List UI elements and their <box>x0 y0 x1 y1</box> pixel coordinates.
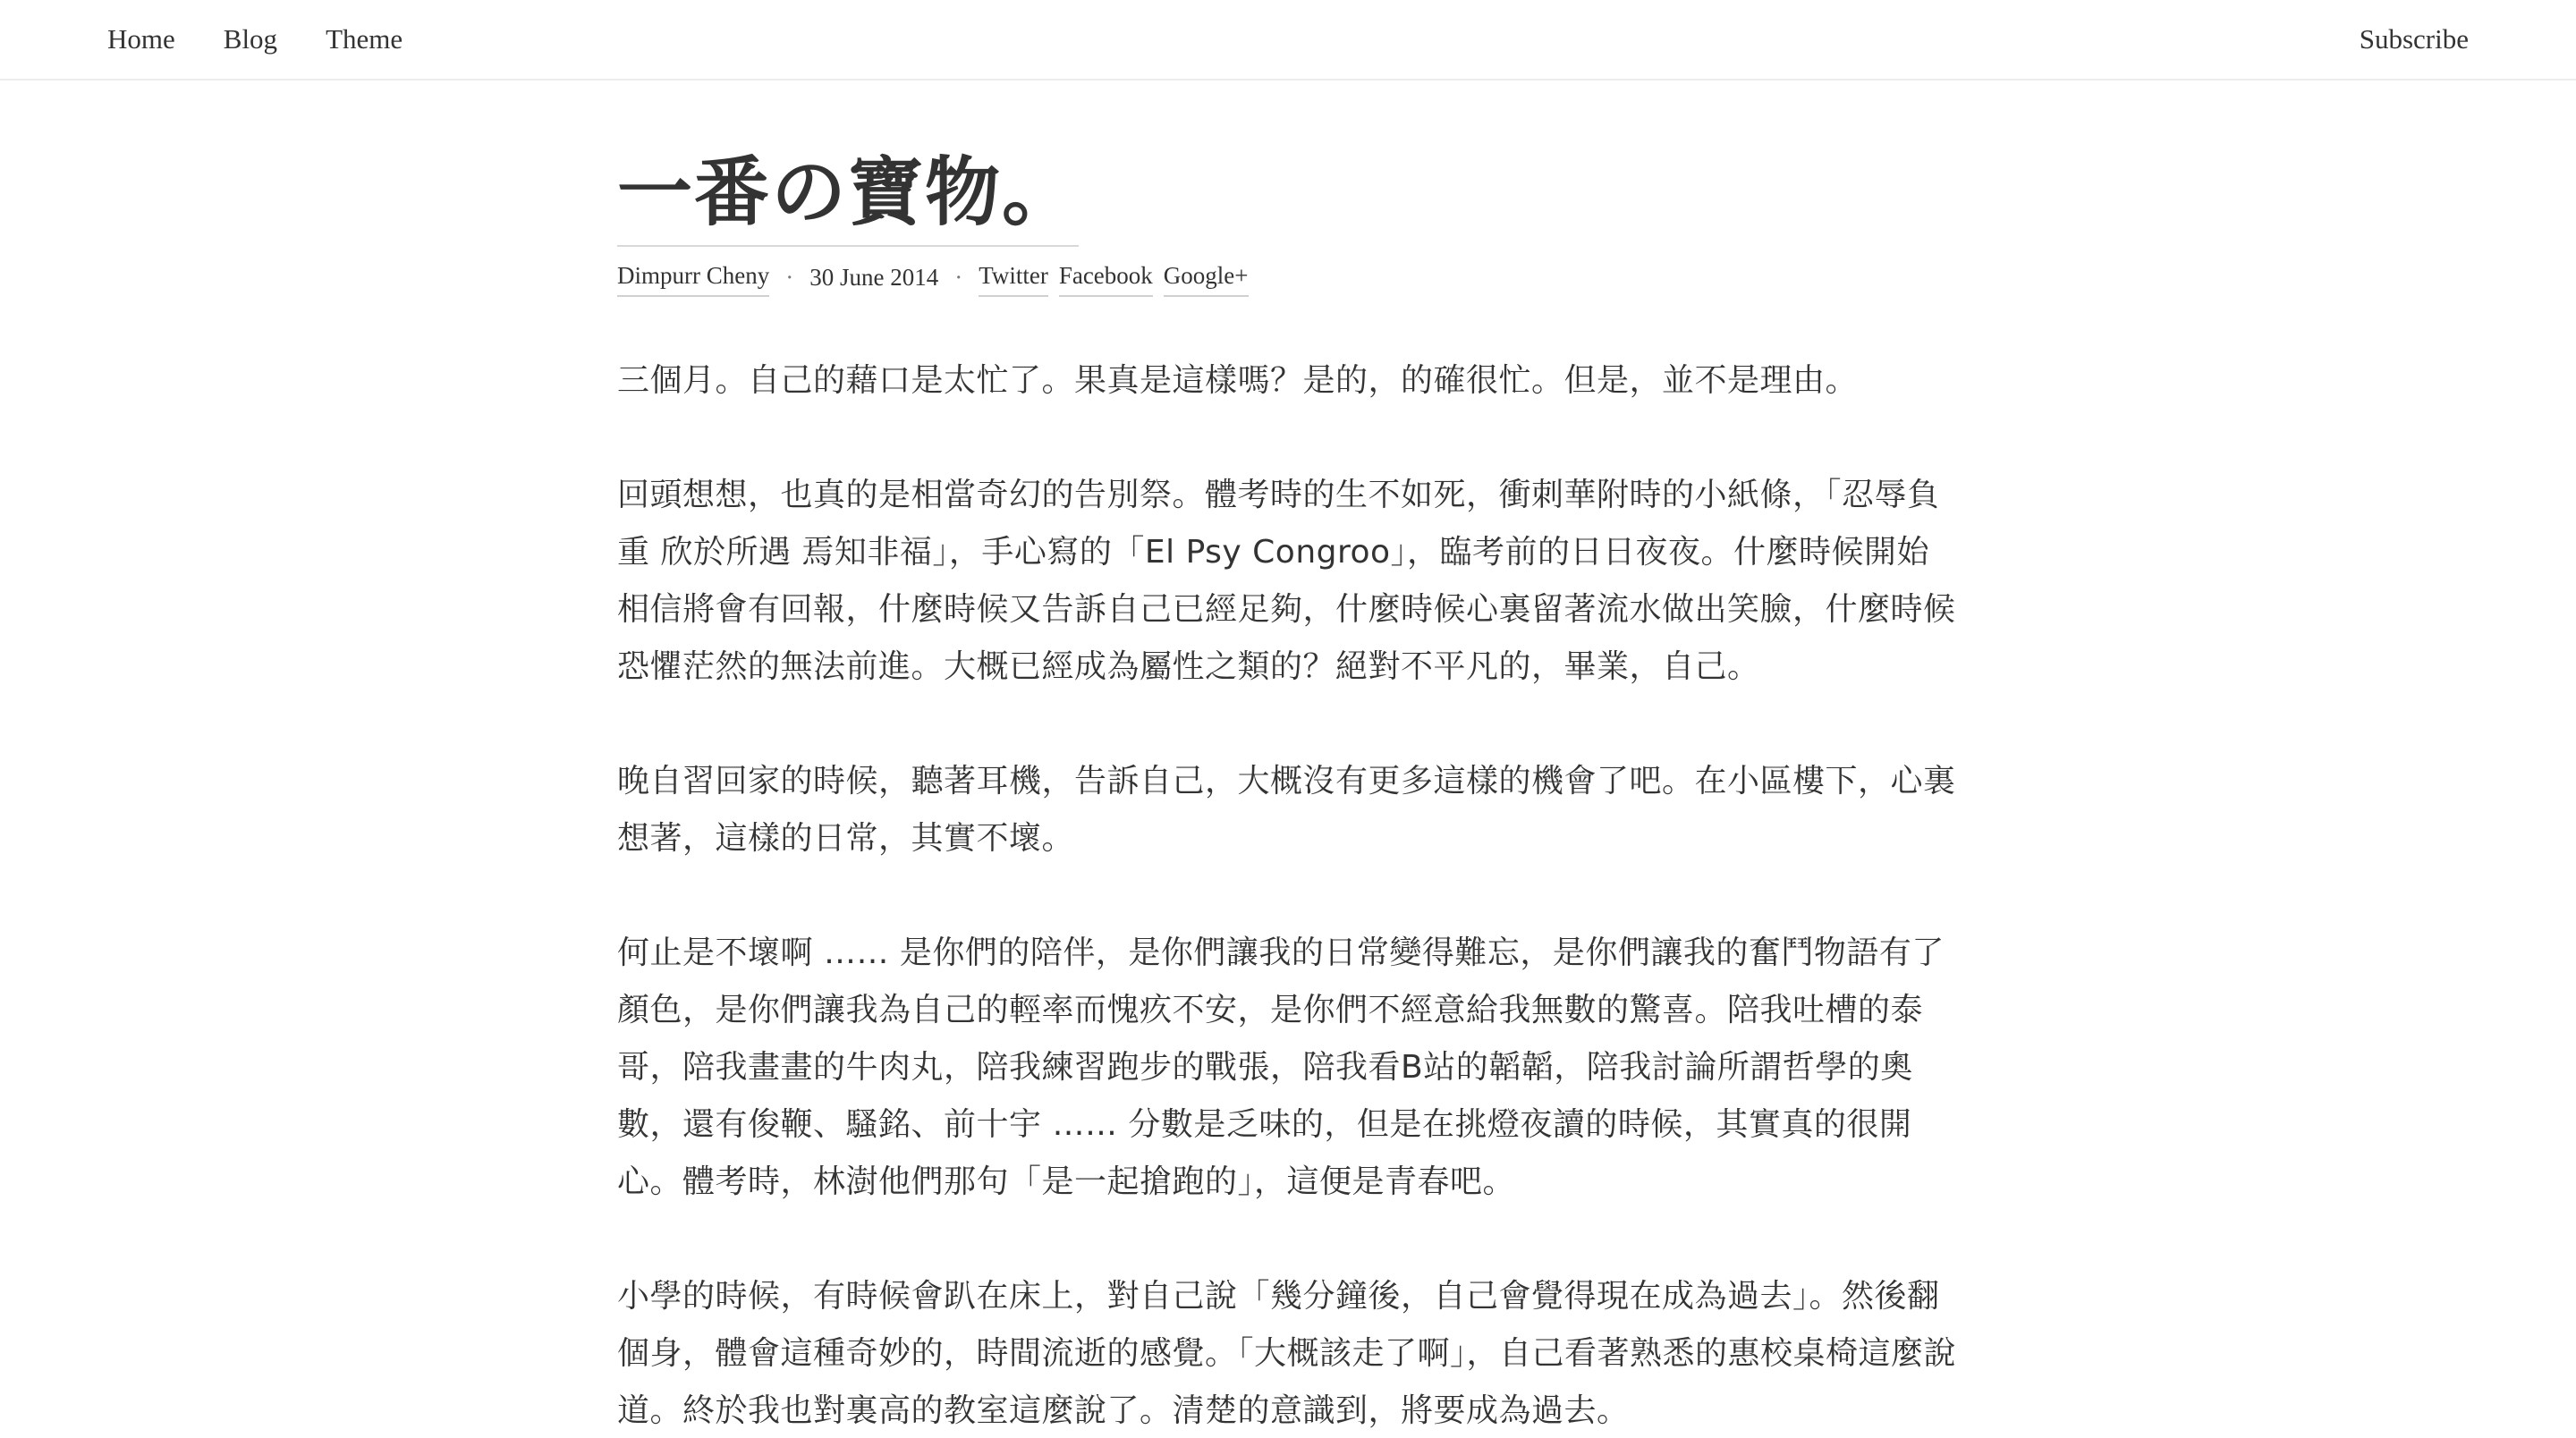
post-paragraph: 晚自習回家的時候，聽著耳機，告訴自己，大概沒有更多這樣的機會了吧。在小區樓下，心裏想著，這樣的日常，其實不壞。 <box>617 763 1956 857</box>
post-article <box>617 143 1959 1438</box>
post-content <box>617 352 1959 1438</box>
post-title: 一番の寶物。 <box>617 143 1079 247</box>
post-meta <box>617 258 1959 297</box>
post-paragraph: 小學的時候，有時候會趴在床上，對自己說「幾分鐘後，自己會覺得現在成為過去」。然後翻個身，體會這種奇妙的，時間流逝的感覺。「大概該走了啊」，自己看著熟悉的惠校桌椅這麼說道。終於我也對裏高的教室這麼說了。清楚的意識到，將要成為過去。 <box>617 1278 1957 1429</box>
top-navigation <box>0 0 2576 80</box>
post-date: 30 June 2014 <box>809 264 939 291</box>
primary-nav <box>107 20 402 59</box>
secondary-nav <box>2360 20 2469 59</box>
nav-theme-link[interactable]: Theme <box>326 23 403 55</box>
share-facebook-link[interactable]: Facebook <box>1059 258 1153 297</box>
subscribe-link[interactable]: Subscribe <box>2359 23 2469 55</box>
post-paragraph: 回頭想想，也真的是相當奇幻的告別祭。體考時的生不如死，衝刺華附時的小紙條，「忍辱負重 欣於所遇 焉知非福」，手心寫的「El Psy Congroo」，臨考前的日日夜夜。什麼時候開始相信將會有回報，什麼時候又告訴自己已經足夠，什麼時候心裏留著流水做出笑臉，什麼時候恐懼茫然的無法前進。大概已經成為屬性之類的？絕對不平凡的，畢業，自己。 <box>617 477 1956 685</box>
post-paragraph: 三個月。自己的藉口是太忙了。果真是這樣嗎？是的，的確很忙。但是，並不是理由。 <box>617 362 1859 399</box>
share-twitter-link[interactable]: Twitter <box>979 258 1048 297</box>
nav-home-link[interactable]: Home <box>107 23 175 55</box>
nav-blog-link[interactable]: Blog <box>223 23 278 55</box>
meta-separator: · <box>954 264 963 291</box>
share-google-link[interactable]: Google+ <box>1164 258 1249 297</box>
post-paragraph: 何止是不壞啊 …… 是你們的陪伴，是你們讓我的日常變得難忘，是你們讓我的奮鬥物語有了顏色，是你們讓我為自己的輕率而愧疚不安，是你們不經意給我無數的驚喜。陪我吐槽的泰哥，陪我畫畫的牛肉丸，陪我練習跑步的戰張，陪我看B站的韜韜，陪我討論所謂哲學的奧數，還有俊鞭、騷銘、前十宇 …… 分數是乏味的，但是在挑燈夜讀的時候，其實真的很開心。體考時，林澍他們那句「是一起搶跑的」，這便是青春吧。 <box>617 935 1945 1200</box>
meta-separator: · <box>785 264 794 291</box>
author-link[interactable]: Dimpurr Cheny <box>617 258 769 297</box>
